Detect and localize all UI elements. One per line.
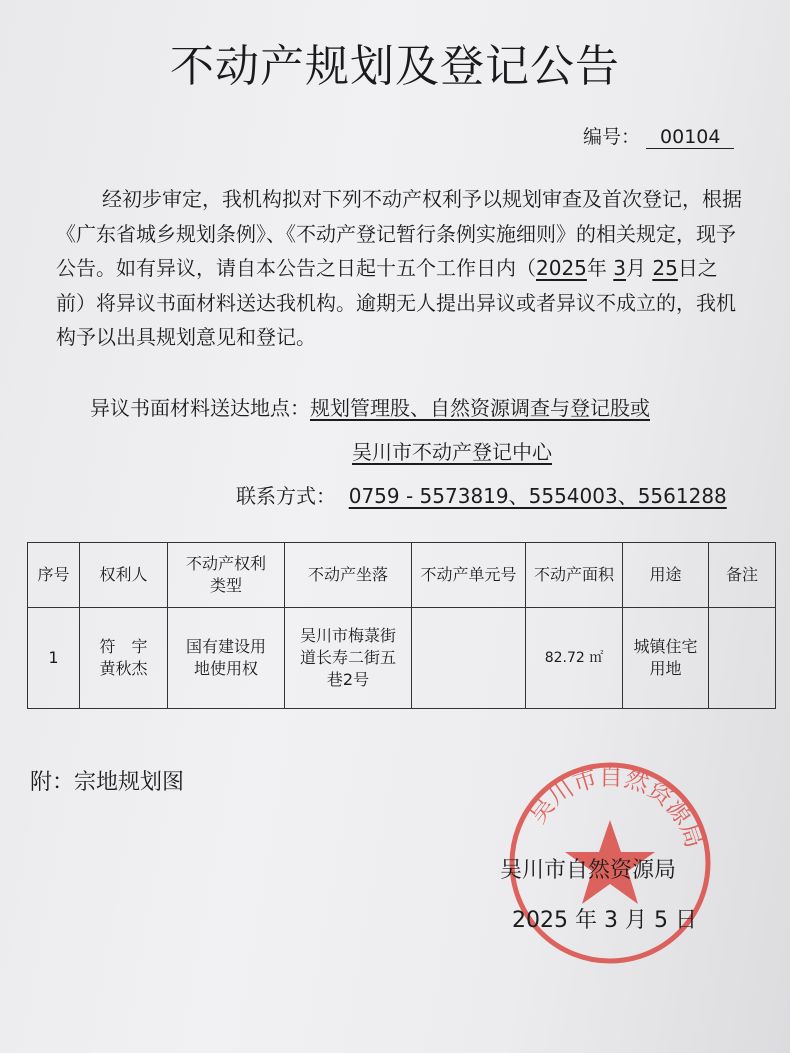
property-table — [27, 542, 776, 709]
notice-text-part2: 日之前）将异议书面材料送达我机构。逾期无人提出异议或者异议不成立的，我机构予以出具规划意见和登记。 — [56, 256, 736, 349]
header-usage: 用途 — [623, 543, 709, 608]
cell-usage: 城镇住宅用地 — [623, 608, 709, 709]
objection-address-label: 异议书面材料送达地点： — [90, 396, 310, 420]
cell-right-holder: 符 宇 黄秋杰 — [80, 608, 168, 709]
document-number-value: 00104 — [646, 126, 734, 149]
issue-day-unit: 日 — [675, 908, 698, 933]
header-right-holder: 权利人 — [80, 543, 168, 608]
contact-value: 0759 - 5573819、5554003、5561288 — [348, 484, 727, 508]
cell-location: 吴川市梅菉街道长寿二街五巷2号 — [285, 608, 412, 709]
header-location: 不动产坐落 — [285, 543, 412, 608]
cell-unit-number — [412, 608, 526, 709]
issue-year: 2025 — [512, 908, 568, 933]
issue-month: 3 — [604, 908, 619, 933]
objection-address-continued — [352, 436, 552, 465]
objection-address — [90, 392, 650, 421]
document-number-label: 编号： — [583, 126, 641, 148]
header-remarks: 备注 — [709, 543, 776, 608]
contact-label: 联系方式： — [236, 484, 336, 508]
notice-paragraph — [56, 182, 746, 355]
cell-remarks — [709, 608, 776, 709]
attachment-note: 附：宗地规划图 — [30, 770, 185, 795]
header-right-type: 不动产权利类型 — [168, 543, 285, 608]
objection-address-line2: 吴川市不动产登记中心 — [352, 440, 552, 464]
issue-year-unit: 年 — [575, 908, 598, 933]
cell-area: 82.72 ㎡ — [526, 608, 623, 709]
deadline-year-unit: 年 — [586, 256, 607, 280]
table-row — [28, 608, 776, 709]
deadline-year: 2025 — [536, 256, 587, 280]
deadline-day: 25 — [652, 256, 678, 280]
issue-date — [512, 903, 697, 934]
issuing-organization: 吴川市自然资源局 — [500, 858, 677, 883]
cell-serial: 1 — [28, 608, 80, 709]
page-title: 不动产规划及登记公告 — [170, 41, 620, 92]
deadline-month-unit: 月 — [626, 256, 646, 280]
header-serial: 序号 — [28, 543, 80, 608]
deadline-month: 3 — [613, 256, 626, 280]
document-number — [583, 122, 734, 149]
header-unit-number: 不动产单元号 — [412, 543, 526, 608]
header-area: 不动产面积 — [526, 543, 623, 608]
cell-right-type: 国有建设用地使用权 — [168, 608, 285, 709]
notice-text-part1: 经初步审定，我机构拟对下列不动产权利予以规划审查及首次登记，根据《广东省城乡规划条例》、《不动产登记暂行条例实施细则》的相关规定，现予公告。如有异议，请自本公告之日起十五个工作日内（ — [56, 187, 742, 280]
objection-address-line1: 规划管理股、自然资源调查与登记股或 — [310, 396, 650, 420]
table-header-row — [28, 543, 776, 608]
issue-day: 5 — [654, 908, 669, 933]
contact-info — [236, 480, 727, 509]
issue-month-unit: 月 — [625, 908, 648, 933]
seal-text: 吴川市自然资源局 — [523, 762, 709, 852]
